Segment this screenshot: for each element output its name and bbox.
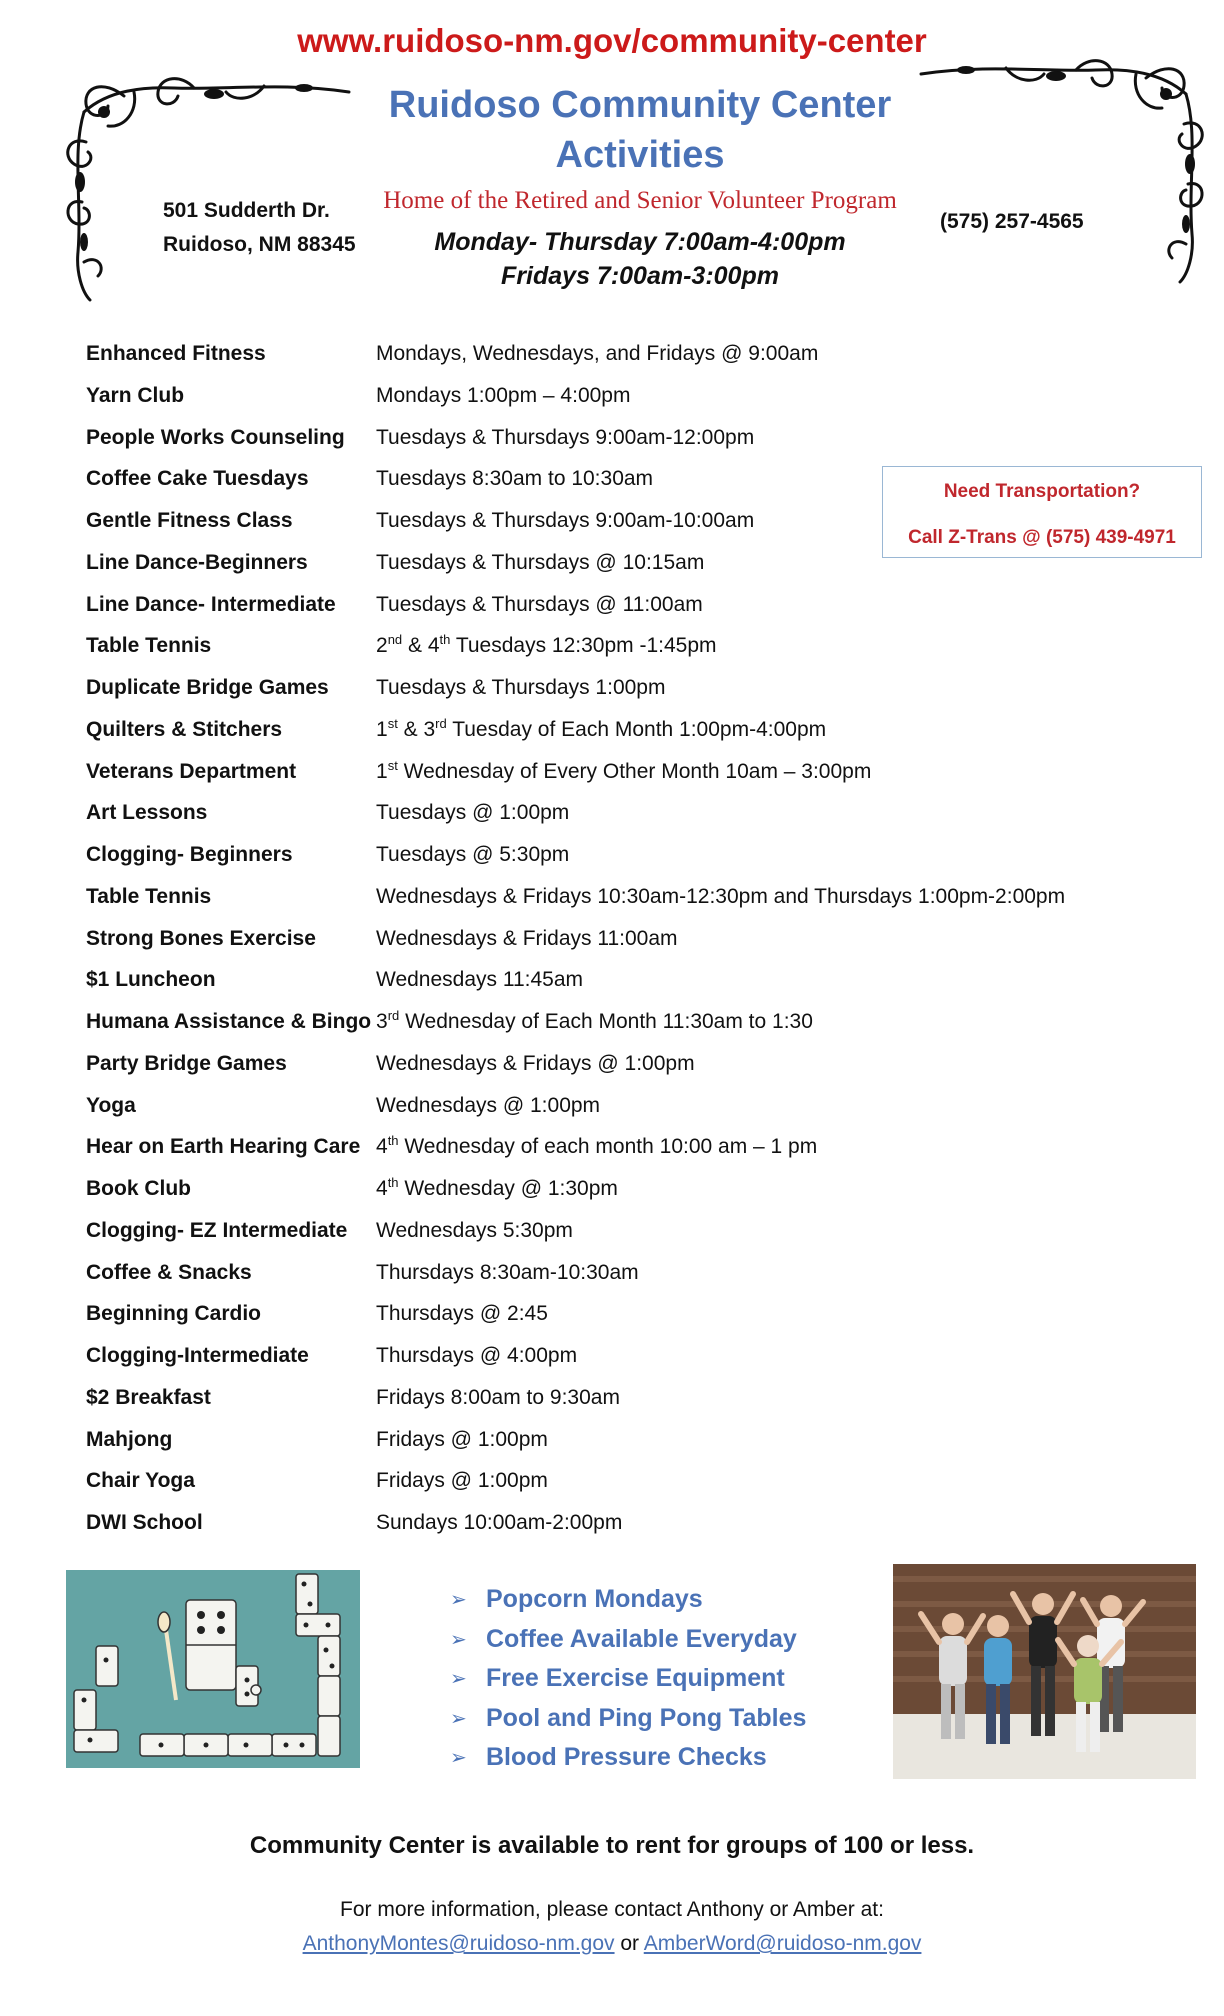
schedule-text: Wednesday of Every Other Month 10am – 3:00pm xyxy=(397,759,872,783)
activity-name: People Works Counseling xyxy=(86,425,345,449)
activity-name: Veterans Department xyxy=(86,759,297,783)
activity-name: Enhanced Fitness xyxy=(86,342,266,365)
activity-row xyxy=(86,1342,1146,1384)
arrow-bullet-icon: ➢ xyxy=(450,1707,467,1730)
activity-name: Line Dance- Intermediate xyxy=(86,592,336,616)
page-title-line2: Activities xyxy=(555,134,725,176)
page-subtitle: Home of the Retired and Senior Volunteer Program xyxy=(383,187,897,214)
activity-schedule xyxy=(376,1133,817,1161)
activity-name: Chair Yoga xyxy=(86,1469,195,1493)
schedule-text: Tuesdays & Thursdays @ 10:15am xyxy=(376,550,705,574)
address-city: Ruidoso, NM 88345 xyxy=(163,233,356,256)
activity-row xyxy=(86,1467,1146,1509)
arrow-bullet-icon: ➢ xyxy=(450,1628,467,1651)
activity-row xyxy=(86,841,1146,883)
activity-row xyxy=(86,674,1146,716)
schedule-text: Sundays 10:00am-2:00pm xyxy=(376,1511,623,1534)
ordinal-suffix: th xyxy=(387,1133,399,1149)
rental-notice: Community Center is available to rent for groups of 100 or less. xyxy=(249,1832,975,1859)
transport-heading: Need Transportation? xyxy=(943,481,1141,502)
floral-ornament-right xyxy=(916,54,1206,284)
schedule-text: Wednesdays & Fridays @ 1:00pm xyxy=(376,1051,695,1075)
activity-schedule xyxy=(376,841,569,869)
activity-row xyxy=(86,632,1146,674)
activity-name: DWI School xyxy=(86,1511,203,1534)
activity-schedule xyxy=(376,465,653,493)
schedule-text: Tuesdays 12:30pm -1:45pm xyxy=(450,634,717,658)
activity-row xyxy=(86,758,1146,800)
transport-phone: Call Z-Trans @ (575) 439-4971 xyxy=(908,527,1176,548)
dominoes-image xyxy=(66,1570,360,1768)
schedule-text: Tuesdays & Thursdays 9:00am-10:00am xyxy=(376,509,755,532)
activity-schedule xyxy=(376,549,704,577)
transport-info-box xyxy=(882,466,1202,558)
ordinal-suffix: rd xyxy=(435,715,447,731)
schedule-text: 1 xyxy=(376,717,388,741)
activity-row xyxy=(86,883,1146,925)
activity-schedule xyxy=(376,424,754,452)
activity-row xyxy=(86,1426,1146,1468)
schedule-text: 4 xyxy=(376,1177,388,1200)
schedule-text: Fridays 8:00am to 9:30am xyxy=(376,1385,620,1409)
arrow-bullet-icon: ➢ xyxy=(450,1589,467,1612)
activity-row xyxy=(86,1509,1146,1551)
activity-row xyxy=(86,1133,1146,1175)
activity-schedule xyxy=(376,1384,620,1412)
activity-name: Yarn Club xyxy=(86,383,185,407)
activity-row xyxy=(86,925,1146,967)
activity-name: Beginning Cardio xyxy=(86,1302,261,1326)
arrow-bullet-icon: ➢ xyxy=(450,1747,467,1770)
activity-name: Table Tennis xyxy=(86,884,212,908)
activity-name: Clogging- Beginners xyxy=(86,843,293,866)
ordinal-suffix: th xyxy=(387,1175,399,1190)
activity-row xyxy=(86,1300,1146,1342)
contact-intro: For more information, please contact Anthony or Amber at: xyxy=(340,1898,884,1921)
phone-number: (575) 257-4565 xyxy=(940,210,1084,233)
schedule-text: 4 xyxy=(376,1135,388,1159)
schedule-text: Thursdays @ 2:45 xyxy=(376,1302,548,1326)
activity-name: Clogging-Intermediate xyxy=(86,1344,309,1367)
schedule-text: Mondays, Wednesdays, and Fridays @ 9:00am xyxy=(376,342,819,365)
schedule-text: Tuesday of Each Month 1:00pm-4:00pm xyxy=(446,717,827,741)
activity-row xyxy=(86,716,1146,758)
activity-row xyxy=(86,1259,1146,1301)
activity-schedule xyxy=(376,632,717,660)
activity-schedule xyxy=(376,507,754,535)
activity-row xyxy=(86,1008,1146,1050)
activity-row xyxy=(86,424,1146,466)
arrow-bullet-icon: ➢ xyxy=(450,1668,467,1691)
activity-name: Table Tennis xyxy=(86,634,212,658)
ordinal-suffix: rd xyxy=(387,1008,400,1023)
schedule-text: Fridays @ 1:00pm xyxy=(376,1469,548,1493)
schedule-text: Thursdays @ 4:00pm xyxy=(376,1344,578,1367)
activity-schedule xyxy=(376,1217,573,1245)
activity-row xyxy=(86,340,1146,382)
activity-name: $2 Breakfast xyxy=(86,1385,211,1409)
activity-name: Clogging- EZ Intermediate xyxy=(86,1218,348,1242)
activity-row xyxy=(86,966,1146,1008)
schedule-text: Tuesdays & Thursdays 1:00pm xyxy=(376,676,666,699)
amenity-label: Coffee Available Everyday xyxy=(486,1624,797,1653)
activity-name: Quilters & Stitchers xyxy=(86,717,283,741)
schedule-text: & 4 xyxy=(402,634,440,658)
amenity-item xyxy=(450,1699,870,1739)
activity-name: Gentle Fitness Class xyxy=(86,509,293,532)
ordinal-suffix: th xyxy=(439,632,451,648)
activity-schedule xyxy=(376,1259,639,1287)
amenity-item xyxy=(450,1620,870,1660)
amenity-item xyxy=(450,1580,870,1620)
activity-schedule xyxy=(376,1342,577,1370)
activity-name: Strong Bones Exercise xyxy=(86,926,316,950)
activity-row xyxy=(86,1050,1146,1092)
activity-name: Coffee & Snacks xyxy=(86,1260,252,1284)
activity-schedule xyxy=(376,758,871,786)
schedule-text: Tuesdays @ 1:00pm xyxy=(376,801,570,825)
floral-ornament-left xyxy=(64,72,354,302)
activity-name: Mahjong xyxy=(86,1427,173,1451)
activity-name: Coffee Cake Tuesdays xyxy=(86,467,309,491)
activity-name: $1 Luncheon xyxy=(86,968,216,992)
activity-schedule xyxy=(376,1467,548,1495)
schedule-text: Tuesdays & Thursdays 9:00am-12:00pm xyxy=(376,425,755,449)
activity-schedule xyxy=(376,1426,548,1454)
activity-name: Hear on Earth Hearing Care xyxy=(86,1135,361,1159)
contact-emails xyxy=(0,1932,1224,1956)
schedule-text: 3 xyxy=(376,1010,388,1033)
schedule-text: Wednesdays @ 1:00pm xyxy=(376,1093,601,1117)
activity-row xyxy=(86,1092,1146,1134)
schedule-text: Fridays @ 1:00pm xyxy=(376,1427,548,1451)
schedule-text: Tuesdays 8:30am to 10:30am xyxy=(376,467,654,491)
activity-name: Book Club xyxy=(86,1177,191,1200)
amenity-label: Free Exercise Equipment xyxy=(486,1664,785,1693)
amenity-label: Popcorn Mondays xyxy=(486,1585,703,1614)
schedule-text: Wednesdays 11:45am xyxy=(376,968,584,992)
schedule-text: Wednesday of Each Month 11:30am to 1:30 xyxy=(399,1010,813,1033)
activity-schedule xyxy=(376,674,665,702)
activity-row xyxy=(86,1384,1146,1426)
ordinal-suffix: st xyxy=(387,757,398,773)
hours-weekday: Monday- Thursday 7:00am-4:00pm xyxy=(434,228,846,256)
amenity-label: Blood Pressure Checks xyxy=(486,1743,767,1772)
schedule-text: Wednesdays & Fridays 11:00am xyxy=(376,926,678,950)
activity-schedule xyxy=(376,591,703,619)
activity-schedule xyxy=(376,1175,618,1203)
activity-row xyxy=(86,591,1146,633)
activity-name: Humana Assistance & Bingo xyxy=(86,1010,372,1033)
schedule-text: 2 xyxy=(376,634,388,658)
activity-schedule xyxy=(376,382,630,410)
activity-name: Line Dance-Beginners xyxy=(86,550,308,574)
ordinal-suffix: st xyxy=(387,715,398,731)
website-url[interactable]: www.ruidoso-nm.gov/community-center xyxy=(297,22,927,59)
activity-name: Yoga xyxy=(86,1093,136,1117)
email-link-amber[interactable]: AmberWord@ruidoso-nm.gov xyxy=(643,1932,922,1955)
seniors-exercise-photo xyxy=(893,1564,1196,1779)
activity-schedule xyxy=(376,1050,695,1078)
activity-schedule xyxy=(376,1509,622,1537)
hours-friday: Fridays 7:00am-3:00pm xyxy=(501,262,779,290)
schedule-text: Thursdays 8:30am-10:30am xyxy=(376,1260,639,1284)
activity-name: Art Lessons xyxy=(86,801,208,825)
activity-schedule xyxy=(376,883,1065,911)
schedule-text: & 3 xyxy=(397,717,436,741)
schedule-text: Tuesdays @ 5:30pm xyxy=(376,843,570,866)
activity-name: Duplicate Bridge Games xyxy=(86,676,329,699)
amenity-item xyxy=(450,1738,870,1778)
activity-schedule xyxy=(376,340,818,368)
amenity-item xyxy=(450,1659,870,1699)
schedule-text: Wednesdays 5:30pm xyxy=(376,1218,573,1242)
activity-schedule xyxy=(376,1300,548,1328)
email-connector: or xyxy=(614,1932,644,1955)
activity-schedule xyxy=(376,925,678,953)
activity-name: Party Bridge Games xyxy=(86,1051,287,1075)
schedule-text: Wednesdays & Fridays 10:30am-12:30pm and Thursdays 1:00pm-2:00pm xyxy=(376,884,1066,908)
amenities-list xyxy=(450,1580,870,1778)
activity-schedule xyxy=(376,716,826,744)
activity-schedule xyxy=(376,1008,813,1036)
activity-row xyxy=(86,382,1146,424)
email-link-anthony[interactable]: AnthonyMontes@ruidoso-nm.gov xyxy=(302,1932,615,1955)
activity-row xyxy=(86,1217,1146,1259)
ordinal-suffix: nd xyxy=(387,632,403,648)
amenity-label: Pool and Ping Pong Tables xyxy=(486,1703,807,1732)
schedule-text: 1 xyxy=(376,759,388,783)
schedule-text: Tuesdays & Thursdays @ 11:00am xyxy=(376,592,703,616)
activity-row xyxy=(86,1175,1146,1217)
schedule-text: Mondays 1:00pm – 4:00pm xyxy=(376,383,631,407)
activity-schedule xyxy=(376,1092,600,1120)
address-street: 501 Sudderth Dr. xyxy=(163,199,330,222)
page-title-line1: Ruidoso Community Center xyxy=(388,84,892,126)
schedule-text: Wednesday of each month 10:00 am – 1 pm xyxy=(398,1135,818,1159)
schedule-text: Wednesday @ 1:30pm xyxy=(398,1177,618,1200)
activity-row xyxy=(86,799,1146,841)
activity-schedule xyxy=(376,799,569,827)
activity-schedule xyxy=(376,966,583,994)
